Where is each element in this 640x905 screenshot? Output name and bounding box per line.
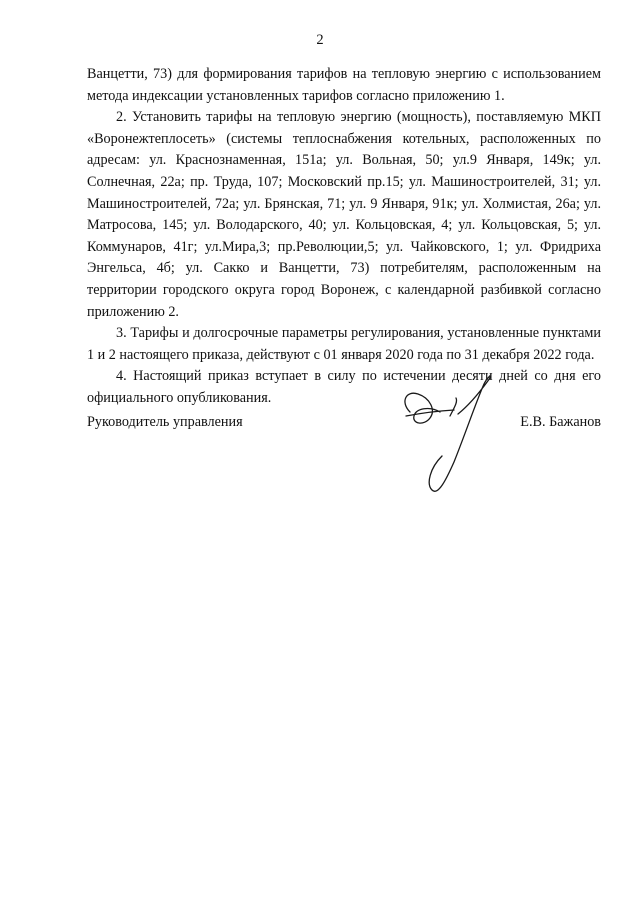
- paragraph-item-3: 3. Тарифы и долгосрочные параметры регулирования, установленные пунктами 1 и 2 настоящего приказа, действуют с 01 января 2020 года по 31 декабря 2022 года.: [87, 325, 601, 363]
- page-number: 2: [316, 32, 324, 48]
- signatory-name: Е.В. Бажанов: [520, 414, 601, 430]
- signature-block: [87, 414, 601, 438]
- paragraph-item-2: 2. Установить тарифы на тепловую энергию (мощность), поставляемую МКП «Воронежтеплосеть» (системы теплоснабжения котельных, расположенных по адресам: ул. Краснознаменная, 151а; ул. Вольная, 50; ул.9 Января, 149к; ул. Солнечная, 22а; пр. Труда, 107; Московский пр.15; ул. Машиностроителей, 31; ул. Машиностроителей, 72а; ул. Брянская, 71; ул. 9 Января, 91к; ул. Холмистая, 26а; ул. Матросова, 145; ул. Володарского, 40; ул. Кольцовская, 4; ул. Кольцовская, 5; ул. Коммунаров, 41г; ул.Мира,3; пр.Революции,5; ул. Чайковского, 1; ул. Фридриха Энгельса, 4б; ул. Сакко и Ванцетти, 73) потребителям, расположенным на территории городского округа город Воронеж, с календарной разбивкой согласно приложению 2.: [87, 109, 601, 320]
- signatory-position: Руководитель управления: [87, 414, 243, 430]
- paragraph-item-4: 4. Настоящий приказ вступает в силу по истечении десяти дней со дня его официального опубликования.: [87, 368, 601, 406]
- handwritten-signature-icon: [396, 372, 506, 497]
- document-body: [87, 64, 601, 410]
- paragraph-continuation: Ванцетти, 73) для формирования тарифов на тепловую энергию с использованием метода индексации установленных тарифов согласно приложению 1.: [87, 66, 601, 104]
